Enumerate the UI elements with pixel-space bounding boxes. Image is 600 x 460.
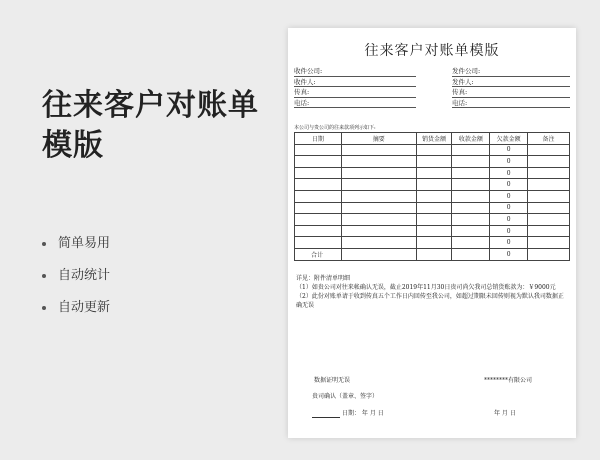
column-header: 收款金额 [452,133,490,145]
table-cell [416,144,452,156]
table-cell [416,225,452,237]
promo-panel [42,86,272,166]
intro-text: 本公司与贵公司的往来款项列示如下: [294,125,376,131]
table-cell [452,190,490,202]
table-cell [341,144,416,156]
table-cell [416,167,452,179]
table-cell [295,179,342,191]
table-cell [528,237,570,249]
feature-item: 自动统计 [42,268,110,300]
table-cell [452,225,490,237]
table-cell [341,225,416,237]
table-cell [528,190,570,202]
table-row [295,156,570,168]
table-cell [528,167,570,179]
statement-table [294,132,570,261]
table-row [295,179,570,191]
sender-phone-field: 电话: [452,98,570,109]
table-cell [416,190,452,202]
column-header: 备注 [528,133,570,145]
table-cell: 合计 [295,248,342,260]
bullet-icon [42,242,46,246]
table-cell [416,248,452,260]
table-cell [452,202,490,214]
table-cell [295,214,342,226]
document-page [288,28,576,438]
note-item: （2）此份对账单请于收到传真五个工作日内回传至我公司，如超过期限未回传则视为默认我司数据正确无误 [296,293,564,309]
document-title: 往来客户对账单模版 [364,43,500,59]
table-cell [341,214,416,226]
table-cell [341,167,416,179]
table-cell [341,190,416,202]
bullet-icon [42,274,46,278]
sign-label: 贵司确认（盖章、签字） [312,393,379,400]
table-cell: 0 [490,237,528,249]
table-cell: 0 [490,179,528,191]
company-name: ********有限公司 [484,377,533,384]
table-cell [452,144,490,156]
note-item: （1）如贵公司对往来帐确认无误，截止2019年11月30日贵司尚欠我司总销货账款为：￥9000元 [296,284,556,291]
table-cell [341,237,416,249]
table-cell [295,190,342,202]
table-cell: 0 [490,156,528,168]
table-cell [295,202,342,214]
table-cell [416,179,452,191]
table-cell [452,237,490,249]
signature-line [312,417,340,418]
table-cell [528,156,570,168]
table-cell [452,179,490,191]
table-cell: 0 [490,144,528,156]
table-cell [416,237,452,249]
sender-person-field: 发件人: [452,77,570,88]
table-cell [295,237,342,249]
table-cell [528,248,570,260]
feature-list [42,236,110,332]
table-cell [295,167,342,179]
table-cell: 0 [490,225,528,237]
table-cell: 0 [490,202,528,214]
table-cell [528,214,570,226]
column-header: 日期 [295,133,342,145]
sender-company-field: 发件公司: [452,66,570,77]
column-header: 欠款金额 [490,133,528,145]
table-cell [528,144,570,156]
column-header: 摘要 [341,133,416,145]
table-cell [528,225,570,237]
table-row [295,190,570,202]
table-cell [416,214,452,226]
table-cell [452,167,490,179]
table-row [295,167,570,179]
total-row [295,248,570,260]
table-cell [416,202,452,214]
table-cell [341,248,416,260]
table-header-row [295,133,570,145]
date-left: 日期： 年 月 日 [342,410,384,417]
table-row [295,144,570,156]
table-cell [416,156,452,168]
table-cell [341,202,416,214]
promo-title: 往来客户对账单模版 [42,88,259,163]
table-cell: 0 [490,190,528,202]
date-right: 年 月 日 [494,410,516,417]
table-cell: 0 [490,214,528,226]
table-cell [295,156,342,168]
table-cell: 0 [490,248,528,260]
recipient-fields [294,66,416,108]
notes-section [296,274,568,310]
table-cell [295,225,342,237]
table-cell [528,179,570,191]
recipient-phone-field: 电话: [294,98,416,109]
table-cell [528,202,570,214]
sender-fax-field: 传真: [452,87,570,98]
table-cell [452,248,490,260]
table-row [295,202,570,214]
table-cell [452,156,490,168]
table-cell [295,144,342,156]
sender-fields [452,66,570,108]
confirm-label: 数据证明无误 [314,377,351,384]
bullet-icon [42,306,46,310]
feature-item: 简单易用 [42,236,110,268]
table-row [295,225,570,237]
table-cell [341,179,416,191]
table-row [295,237,570,249]
feature-item: 自动更新 [42,300,110,332]
table-cell [341,156,416,168]
table-cell [452,214,490,226]
table-cell: 0 [490,167,528,179]
recipient-person-field: 收件人: [294,77,416,88]
recipient-fax-field: 传真: [294,87,416,98]
column-header: 销货金额 [416,133,452,145]
notes-title: 详见：附件清单明细 [296,275,351,282]
recipient-company-field: 收件公司: [294,66,416,77]
table-row [295,214,570,226]
